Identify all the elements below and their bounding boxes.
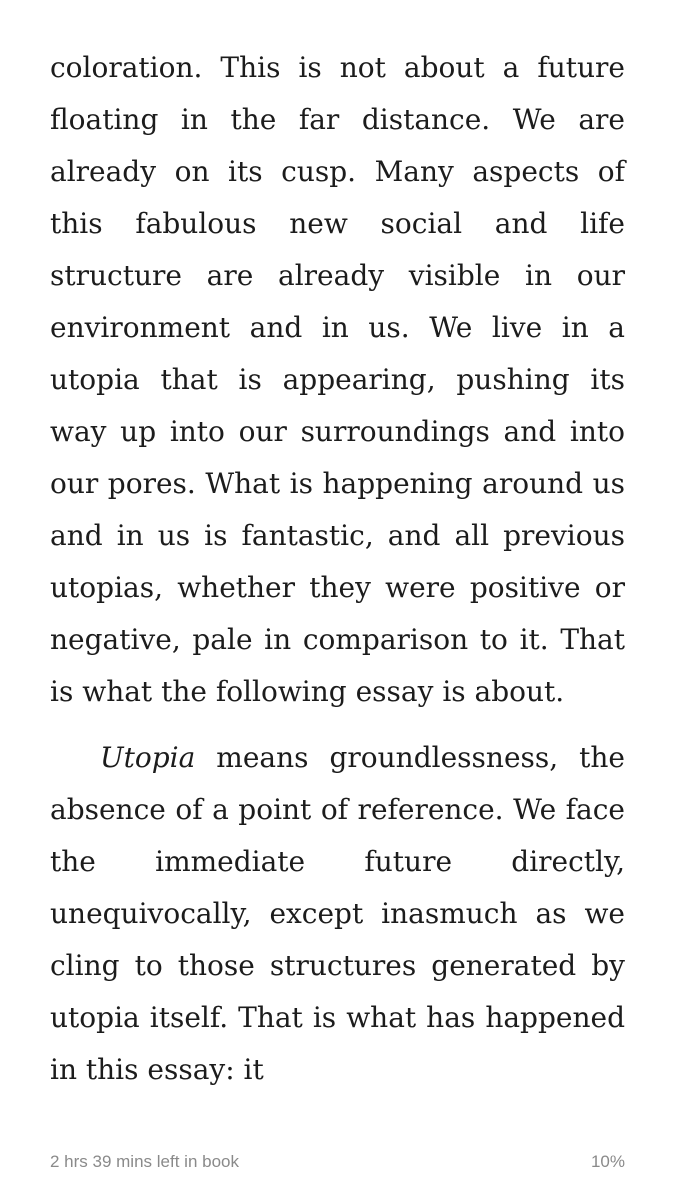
time-left-label: 2 hrs 39 mins left in book [50, 1152, 239, 1171]
paragraph-1 [50, 42, 625, 718]
paragraph-2-italic-lead: Utopia [100, 741, 196, 774]
reading-footer [50, 1152, 625, 1176]
book-text [50, 42, 625, 1096]
paragraph-2-text: means groundlessness, the absence of a point of reference. We face the immediate future directly, unequivocally, except inasmuch as we cling to those structures generated by utopia itself. That is what has happened in this essay: it [50, 741, 625, 1086]
paragraph-2 [50, 732, 625, 1096]
paragraph-1-text: coloration. This is not about a future floating in the far distance. We are already on its cusp. Many aspects of this fabulous new social and life structure are already visible in our environment and in us. We live in a utopia that is appearing, pushing its way up into our surroundings and into our pores. What is happening around us and in us is fantastic, and all previous utopias, whether they were positive or negative, pale in comparison to it. That is what the following essay is about. [50, 51, 625, 708]
progress-percent: 10% [590, 1152, 625, 1171]
